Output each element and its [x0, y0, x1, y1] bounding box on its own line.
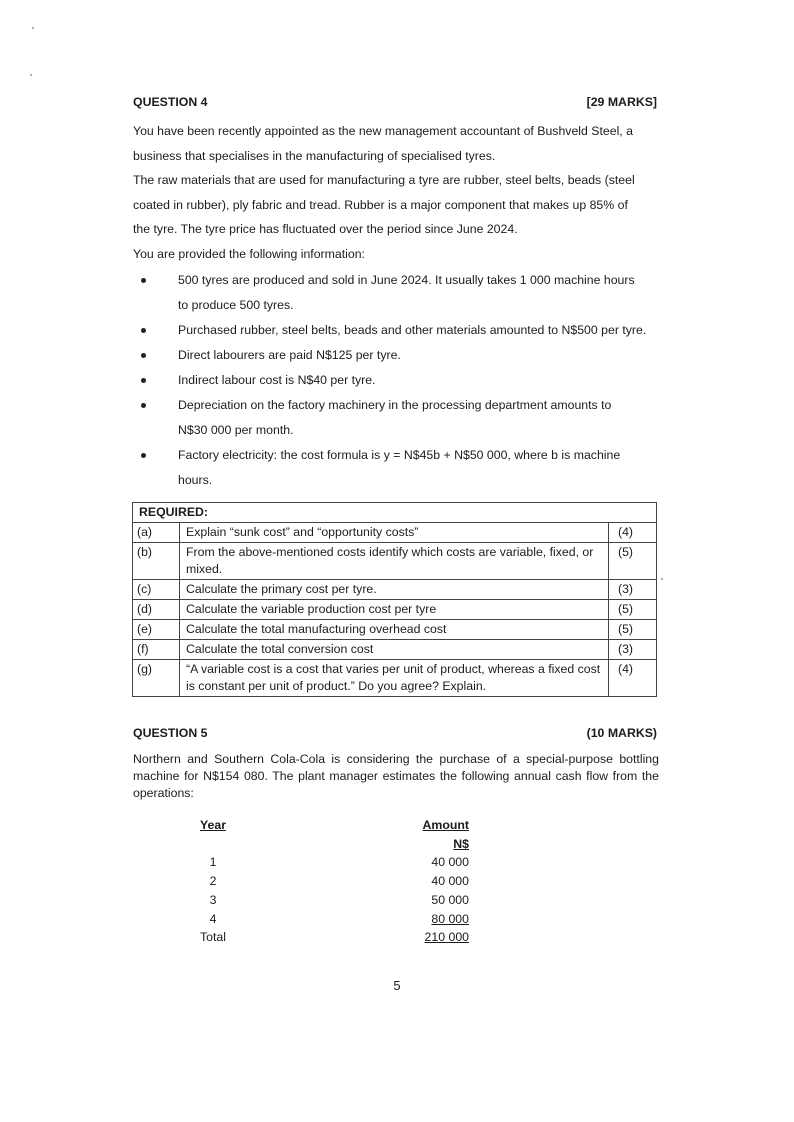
question-5-header [133, 726, 657, 740]
currency-header: N$ [453, 836, 469, 851]
list-item: Depreciation on the factory machinery in the processing department amounts to N$30 000 per month. [133, 395, 668, 441]
table-row: (g) “A variable cost is a cost that varies per unit of product, whereas a fixed cost is constant per unit of product.” Do you agree? Explain. (4) [133, 660, 657, 697]
bullet-icon [141, 353, 146, 358]
information-list [133, 270, 668, 495]
page-number: 5 [393, 978, 401, 993]
year-column-header: Year [200, 818, 226, 832]
intro-line: You have been recently appointed as the new management accountant of Bushveld Steel, a [133, 124, 633, 138]
required-header: REQUIRED: [133, 503, 657, 523]
list-item: Purchased rubber, steel belts, beads and other materials amounted to N$500 per tyre. [133, 320, 668, 341]
required-header-row [133, 503, 657, 523]
question-5-title: QUESTION 5 [133, 726, 208, 740]
currency-row [133, 835, 553, 854]
table-row: (f) Calculate the total conversion cost (3) [133, 640, 657, 660]
question-5-marks: (10 MARKS) [586, 726, 657, 740]
bullet-icon [141, 278, 146, 283]
intro-line: The raw materials that are used for manufacturing a tyre are rubber, steel belts, beads (steel [133, 173, 635, 187]
table-row: (b) From the above-mentioned costs identify which costs are variable, fixed, or mixed. (5) [133, 543, 657, 580]
question-4-header [133, 95, 657, 109]
table-row: 1 40 000 [209, 855, 469, 870]
scan-speck [32, 27, 34, 29]
amount-column-header: Amount [422, 818, 469, 832]
list-item: Indirect labour cost is N$40 per tyre. [133, 370, 668, 391]
bullet-icon [141, 328, 146, 333]
table-row: 3 50 000 [209, 892, 469, 907]
question-4-title: QUESTION 4 [133, 95, 208, 109]
intro-line: the tyre. The tyre price has fluctuated over the period since June 2024. [133, 222, 518, 236]
total-row: Total 210 000 [200, 930, 469, 945]
table-row: (d) Calculate the variable production cost per tyre (5) [133, 600, 657, 620]
question-5-intro: Northern and Southern Cola-Cola is considering the purchase of a special-purpose bottling machine for N$154 080. The plant manager estimates the following annual cash flow from the operations: [133, 752, 659, 800]
scan-speck [30, 74, 32, 76]
scan-speck [661, 578, 663, 580]
bullet-icon [141, 453, 146, 458]
list-item: Direct labourers are paid N$125 per tyre. [133, 345, 668, 366]
intro-line: coated in rubber), ply fabric and tread. Rubber is a major component that makes up 85% of [133, 197, 628, 212]
table-row: 2 40 000 [209, 874, 469, 889]
info-lead: You are provided the following information: [133, 246, 365, 261]
question-4-intro [133, 119, 663, 266]
list-item: 500 tyres are produced and sold in June 2024. It usually takes 1 000 machine hours to produce 500 tyres. [133, 270, 668, 316]
question-4-marks: [29 MARKS] [586, 95, 657, 109]
cash-flow-table [133, 816, 553, 947]
table-row: (c) Calculate the primary cost per tyre. (3) [133, 580, 657, 600]
bullet-icon [141, 378, 146, 383]
intro-line: business that specialises in the manufacturing of specialised tyres. [133, 148, 496, 163]
table-row: 4 80 000 [209, 911, 469, 926]
bullet-icon [141, 403, 146, 408]
list-item: Factory electricity: the cost formula is y = N$45b + N$50 000, where b is machine hours. [133, 445, 668, 491]
required-table [132, 502, 657, 697]
table-row: (e) Calculate the total manufacturing overhead cost (5) [133, 620, 657, 640]
cash-flow-header [133, 816, 553, 835]
table-row: (a) Explain “sunk cost” and “opportunity costs” (4) [133, 523, 657, 543]
